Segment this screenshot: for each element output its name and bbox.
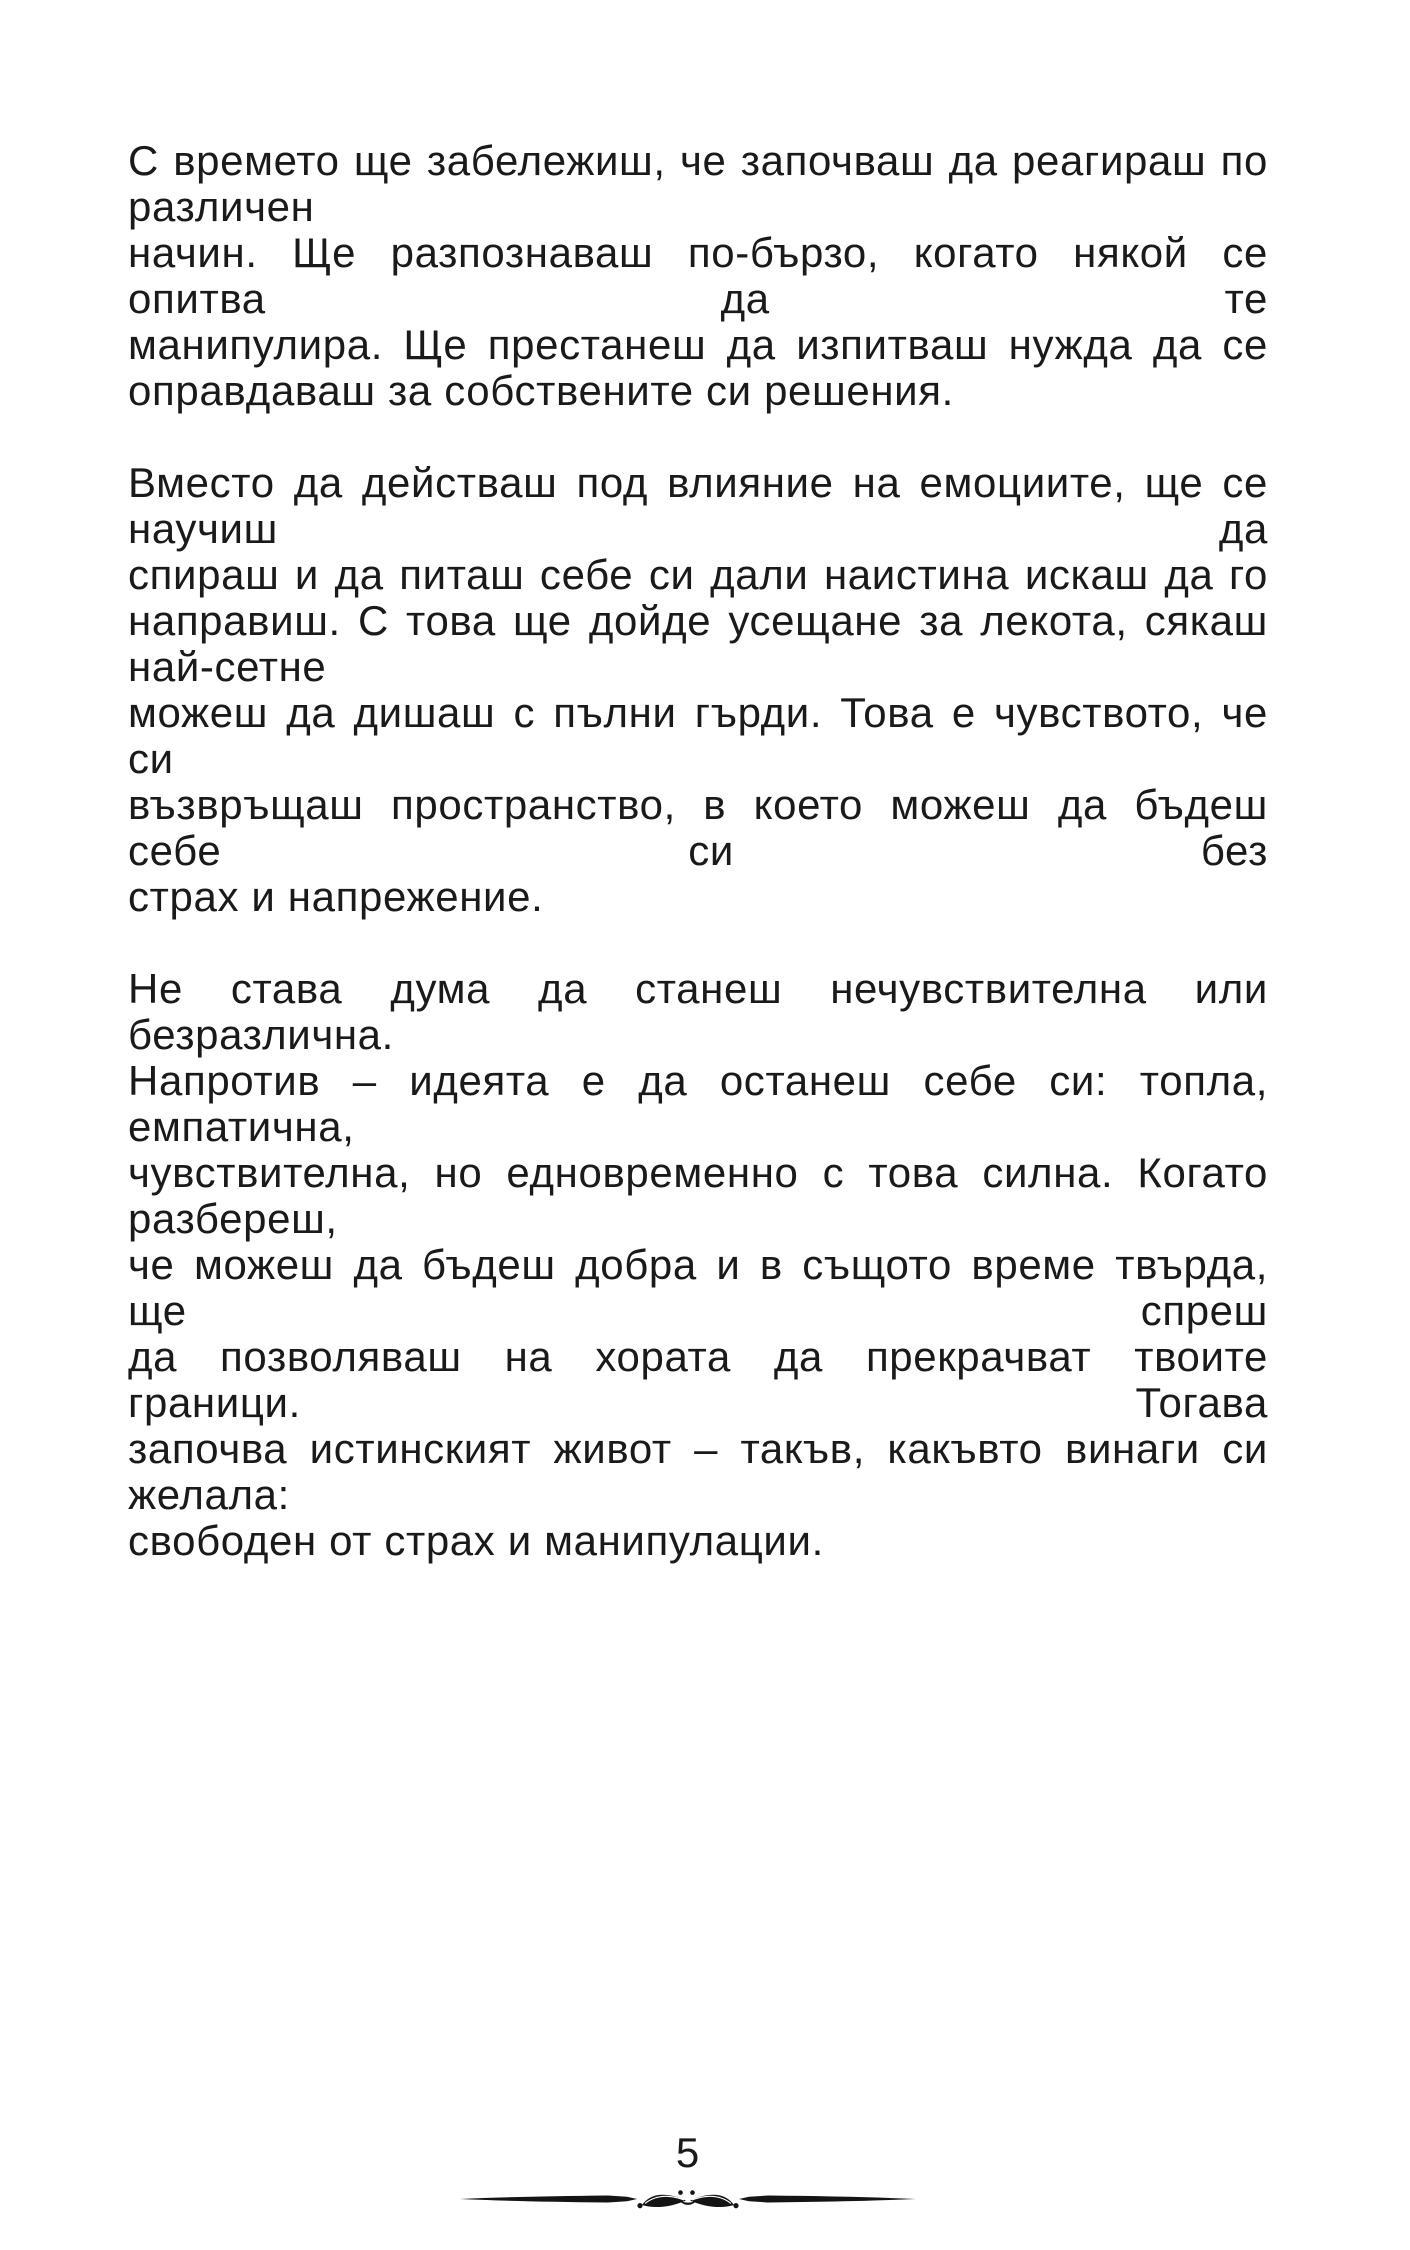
divider-dot-center-left	[678, 2190, 683, 2195]
text-line: свободен от страх и манипулации.	[128, 1517, 824, 1564]
flourish-divider-icon	[458, 2184, 918, 2212]
divider-dot-right	[733, 2203, 738, 2208]
text-line: страх и напрежение.	[128, 873, 544, 920]
divider-dot-left	[637, 2203, 642, 2208]
page-footer	[458, 2130, 918, 2212]
text-line: С времето ще забележиш, че започваш да реагираш по различен	[128, 137, 1268, 230]
divider-dot-center-right	[690, 2190, 695, 2195]
text-line: направиш. С това ще дойде усещане за лекота, сякаш най-сетне	[128, 597, 1268, 690]
paragraph-1	[128, 138, 1268, 414]
text-line: че можеш да бъдеш добра и в същото време твърда, ще спреш	[128, 1241, 1268, 1334]
page-number: 5	[675, 2129, 701, 2176]
text-line: Напротив – идеята е да останеш себе си: топла, емпатична,	[128, 1057, 1268, 1150]
text-line: начин. Ще разпознаваш по-бързо, когато някой се опитва да те	[128, 229, 1268, 322]
text-line: спираш и да питаш себе си дали наистина искаш да го	[128, 551, 1268, 598]
text-line: чувствителна, но едновременно с това силна. Когато разбереш,	[128, 1149, 1268, 1242]
text-line: Не става дума да станеш нечувствителна или безразлична.	[128, 965, 1268, 1058]
divider-left-rule	[460, 2196, 637, 2203]
text-line: започва истинският живот – такъв, какъвто винаги си желала:	[128, 1425, 1268, 1518]
text-line: да позволяваш на хората да прекрачват твоите граници. Тогава	[128, 1333, 1268, 1426]
text-line: възвръщаш пространство, в което можеш да бъдеш себе си без	[128, 781, 1268, 874]
divider-right-rule	[739, 2196, 916, 2203]
paragraph-3	[128, 966, 1268, 1564]
paragraph-2	[128, 460, 1268, 920]
text-line: оправдаваш за собствените си решения.	[128, 367, 954, 414]
text-line: Вместо да действаш под влияние на емоциите, ще се научиш да	[128, 459, 1268, 552]
page-text	[128, 138, 1268, 1610]
text-line: можеш да дишаш с пълни гърди. Това е чувството, че си	[128, 689, 1268, 782]
text-line: манипулира. Ще престанеш да изпитваш нужда да се	[128, 321, 1268, 368]
